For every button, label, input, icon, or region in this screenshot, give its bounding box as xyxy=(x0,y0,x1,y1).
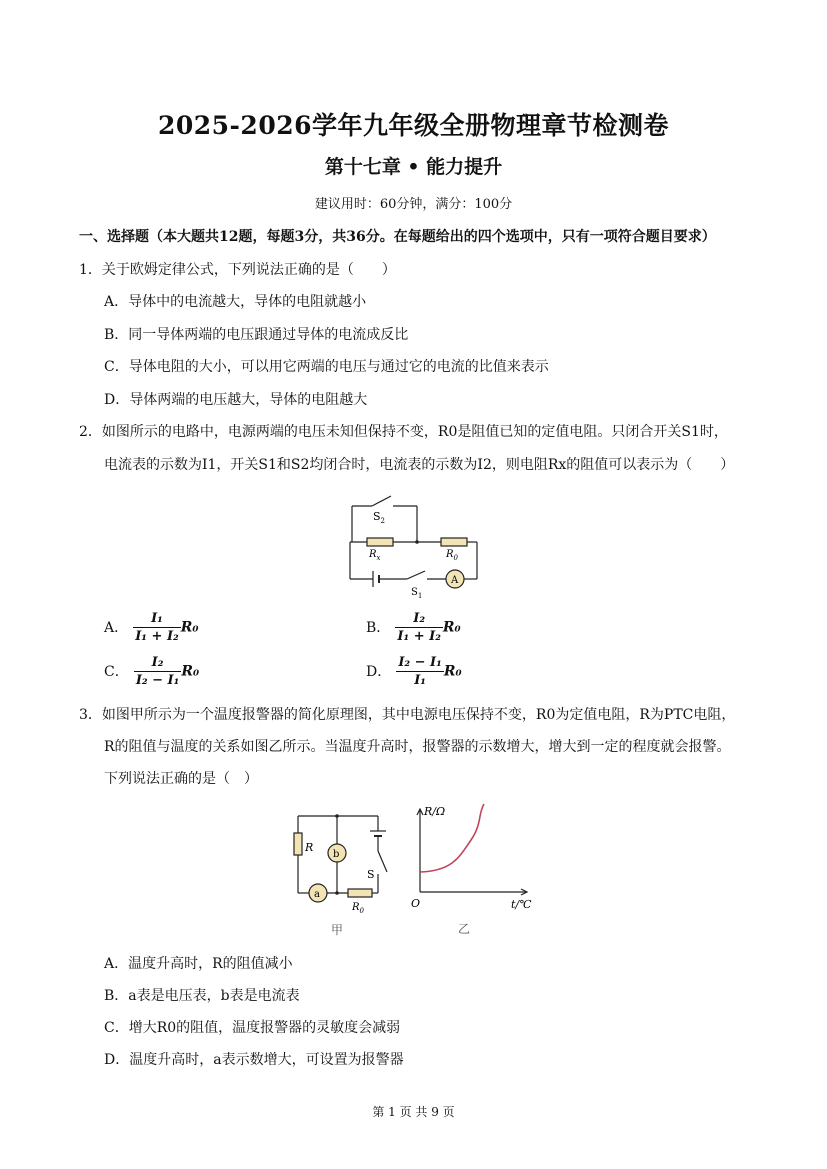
q2-option-d: D． $\frac{\text{I₂ − I₁}}{\text{I₁}}$ R₀ xyxy=(366,655,462,688)
meter-a-label: a xyxy=(314,889,320,900)
origin-label: O xyxy=(411,897,421,910)
page-title: 2025-2026学年九年级全册物理章节检测卷 xyxy=(157,111,670,140)
q3-option-a: A．温度升高时，R的阻值减小 xyxy=(104,956,293,972)
q3-option-b: B．a表是电压表，b表是电流表 xyxy=(104,988,300,1004)
exam-info: 建议用时：60分钟，满分：100分 xyxy=(314,197,513,212)
fig-yi-caption: 乙 xyxy=(457,922,471,936)
q1-option-d: D．导体两端的电压越大，导体的电阻越大 xyxy=(104,392,368,408)
q3-figure-jia xyxy=(288,806,398,941)
q3-option-d: D．温度升高时，a表示数增大，可设置为报警器 xyxy=(104,1052,404,1068)
q3-stem-line3: 下列说法正确的是（ ） xyxy=(104,771,258,787)
q2-stem-line2: 电流表的示数为I1，开关S1和S2均闭合时，电流表的示数为I2，则电阻Rx的阻值可以表示为（ ） xyxy=(104,457,735,473)
q2-option-a: A． $\frac{\text{I₁}}{\text{I₁ + I₂}}$ R₀ xyxy=(104,611,199,644)
q3-figure-yi xyxy=(408,800,538,941)
rx-label: $R_x$ xyxy=(369,549,381,562)
q2-circuit-diagram xyxy=(345,493,485,603)
q2-option-b: B． $\frac{\text{I₂}}{\text{I₁ + I₂}}$ R₀ xyxy=(366,611,461,644)
q2-stem-line1: 2．如图所示的电路中，电源两端的电压未知但保持不变，R0是阻值已知的定值电阻。只闭合开关S1时， xyxy=(79,424,728,440)
r0-label-jia: $R_0$ xyxy=(352,902,364,915)
q1-option-b: B．同一导体两端的电压跟通过导体的电流成反比 xyxy=(104,327,409,343)
x-axis-label: t/℃ xyxy=(511,898,532,911)
q1-stem: 1．关于欧姆定律公式，下列说法正确的是（ ） xyxy=(79,262,396,278)
q3-stem-line1: 3．如图甲所示为一个温度报警器的简化原理图，其中电源电压保持不变，R0为定值电阻，R为PTC电阻， xyxy=(79,707,736,723)
q1-option-a: A．导体中的电流越大，导体的电阻就越小 xyxy=(104,294,367,310)
ammeter-label: A xyxy=(451,575,459,586)
r0-label: $R_0$ xyxy=(446,549,458,562)
switch-s-label: S xyxy=(367,868,375,881)
q3-option-c: C．增大R0的阻值，温度报警器的灵敏度会减弱 xyxy=(104,1020,401,1036)
q1-option-c: C．导体电阻的大小，可以用它两端的电压与通过它的电流的比值来表示 xyxy=(104,359,549,375)
meter-b-label: b xyxy=(333,849,340,860)
page-footer: 第 1 页 共 9 页 xyxy=(372,1105,455,1119)
y-axis-label: R/Ω xyxy=(424,805,446,818)
q2-option-c: C． $\frac{\text{I₂}}{\text{I₂ − I₁}}$ R₀ xyxy=(104,655,200,688)
section-heading: 一、选择题（本大题共12题，每题3分，共36分。在每题给出的四个选项中，只有一项符合题目要求） xyxy=(79,229,716,245)
r-label: R xyxy=(305,841,314,854)
fig-jia-caption: 甲 xyxy=(330,923,344,937)
q3-stem-line2: R的阻值与温度的关系如图乙所示。当温度升高时，报警器的示数增大，增大到一定的程度就会报警。 xyxy=(104,739,731,755)
chapter-subtitle: 第十七章 • 能力提升 xyxy=(324,156,503,178)
s1-label: $S_1$ xyxy=(411,587,423,600)
s2-label: $S_2$ xyxy=(373,510,386,525)
